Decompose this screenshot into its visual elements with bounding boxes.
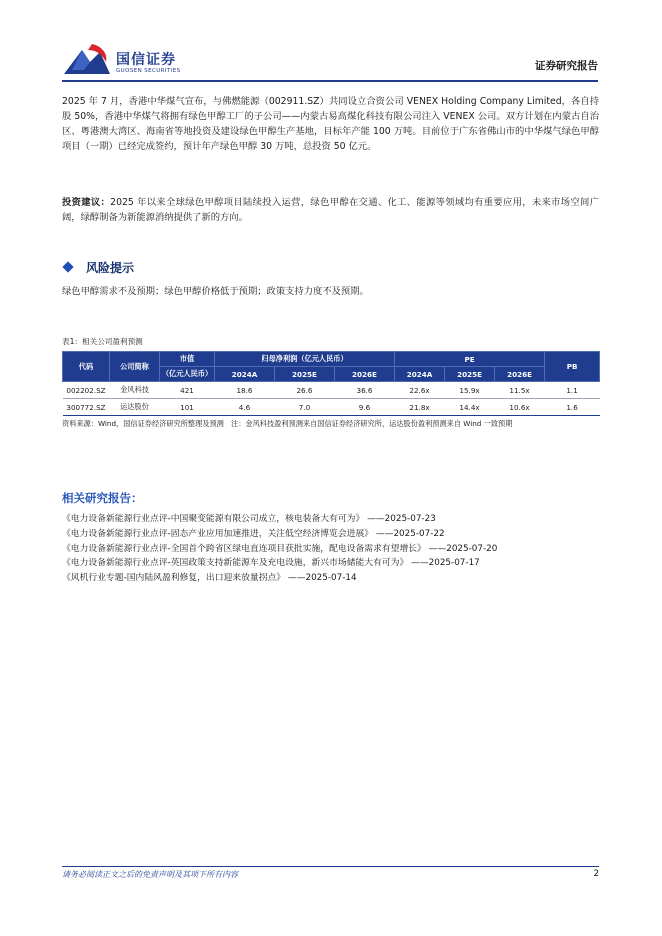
report-type-label: 证券研究报告 [535, 60, 598, 72]
related-reports-title: 相关研究报告： [62, 491, 143, 505]
col-header-code: 代码 [63, 352, 110, 382]
investment-advice-text: 2025 年以来全球绿色甲醇项目陆续投入运营，绿色甲醇在交通、化工、能源等领域均有重要应用，未来市场空间广阔，绿醇制备为新能源消纳提供了新的方向。 [62, 197, 599, 223]
table-row [63, 399, 600, 416]
cell-pe-2024: 22.6x [395, 382, 445, 399]
cell-code: 002202.SZ [63, 382, 110, 399]
investment-advice-label: 投资建议： [62, 197, 111, 208]
guosen-logo-icon [62, 44, 112, 78]
cell-pe-2026: 10.6x [495, 399, 545, 416]
col-header-profit-group: 归母净利润（亿元人民币） [215, 352, 395, 367]
diamond-bullet-icon [62, 261, 73, 272]
related-report-item[interactable]: 《电力设备新能源行业点评-全国首个跨省区绿电直连项目获批实施，配电设备需求有望增长》 ——2025-07-20 [62, 543, 498, 554]
cell-pe-2026: 11.5x [495, 382, 545, 399]
footer-disclaimer: 请务必阅读正文之后的免责声明及其项下所有内容 [62, 870, 238, 879]
investment-advice-paragraph [62, 195, 599, 225]
body-paragraph-venex: 2025 年 7 月，香港中华煤气宣布，与佛燃能源（002911.SZ）共同设立合资公司 VENEX Holding Company Limited，各自持股 50%，香港中华煤气将拥有绿色甲醇工厂的子公司——内蒙古易高煤化科技有限公司注入 VENEX 公司。双方计划在内蒙古自治区、粤港澳大湾区、海南省等地投资及建设绿色甲醇生产基地，目标年产能 100 万吨。目前位于广东省佛山市的中华煤气绿色甲醇项目（一期）已经完成签约，预计年产绿色甲醇 30 万吨，总投资 50 亿元。 [62, 96, 599, 152]
col-header-pe-2024: 2024A [395, 367, 445, 382]
cell-pb: 1.6 [545, 399, 600, 416]
col-header-pe-2026: 2026E [495, 367, 545, 382]
related-report-item[interactable]: 《风机行业专题-国内陆风盈利修复，出口迎来放量拐点》 ——2025-07-14 [62, 573, 357, 584]
related-report-item[interactable]: 《电力设备新能源行业点评-中国聚变能源有限公司成立，核电装备大有可为》 ——2025-07-23 [62, 514, 436, 524]
logo-wordmark-cn: 国信证券 [116, 52, 176, 68]
col-header-pe-group: PE [395, 352, 545, 367]
logo-wordmark-en: GUOSEN SECURITIES [116, 68, 181, 74]
cell-pe-2025: 14.4x [445, 399, 495, 416]
cell-profit-2026: 9.6 [335, 399, 395, 416]
page-number: 2 [593, 869, 599, 879]
table-caption: 表1：相关公司盈利预测 [62, 337, 143, 346]
table-source-note: 资料来源：Wind，国信证券经济研究所整理及预测 注：金风科技盈利预测来自国信证券经济研究所，运达股份盈利预测来自 Wind 一致预期 [62, 419, 513, 428]
footer-divider [62, 866, 599, 867]
risk-text: 绿色甲醇需求不及预期；绿色甲醇价格低于预期；政策支持力度不及预期。 [62, 286, 369, 297]
col-header-name: 公司简称 [110, 352, 160, 382]
cell-pe-2025: 15.9x [445, 382, 495, 399]
related-reports-list [62, 512, 602, 586]
cell-profit-2025: 26.6 [275, 382, 335, 399]
col-header-mktcap: 市值 [160, 352, 215, 367]
col-header-mktcap-unit: （亿元人民币） [160, 367, 215, 382]
related-report-item[interactable]: 《电力设备新能源行业点评-固态产业应用加速推进，关注低空经济博览会进展》 ——2025-07-22 [62, 528, 445, 539]
col-header-profit-2024: 2024A [215, 367, 275, 382]
related-report-item[interactable]: 《电力设备新能源行业点评-英国政策支持新能源车及充电设施，新兴市场储能大有可为》 ——2025-07-17 [62, 558, 480, 569]
cell-profit-2024: 4.6 [215, 399, 275, 416]
cell-mktcap: 101 [160, 399, 215, 416]
header-divider [62, 80, 598, 82]
page-header [62, 44, 598, 81]
col-header-pb: PB [545, 352, 600, 382]
cell-name: 金风科技 [110, 382, 160, 399]
risk-section-title: 风险提示 [86, 261, 135, 275]
cell-profit-2024: 18.6 [215, 382, 275, 399]
earnings-forecast-table [62, 351, 600, 416]
cell-mktcap: 421 [160, 382, 215, 399]
cell-code: 300772.SZ [63, 399, 110, 416]
col-header-profit-2026: 2026E [335, 367, 395, 382]
table-row [63, 382, 600, 399]
cell-name: 运达股份 [110, 399, 160, 416]
cell-profit-2026: 36.6 [335, 382, 395, 399]
col-header-profit-2025: 2025E [275, 367, 335, 382]
cell-pe-2024: 21.8x [395, 399, 445, 416]
col-header-pe-2025: 2025E [445, 367, 495, 382]
cell-pb: 1.1 [545, 382, 600, 399]
cell-profit-2025: 7.0 [275, 399, 335, 416]
